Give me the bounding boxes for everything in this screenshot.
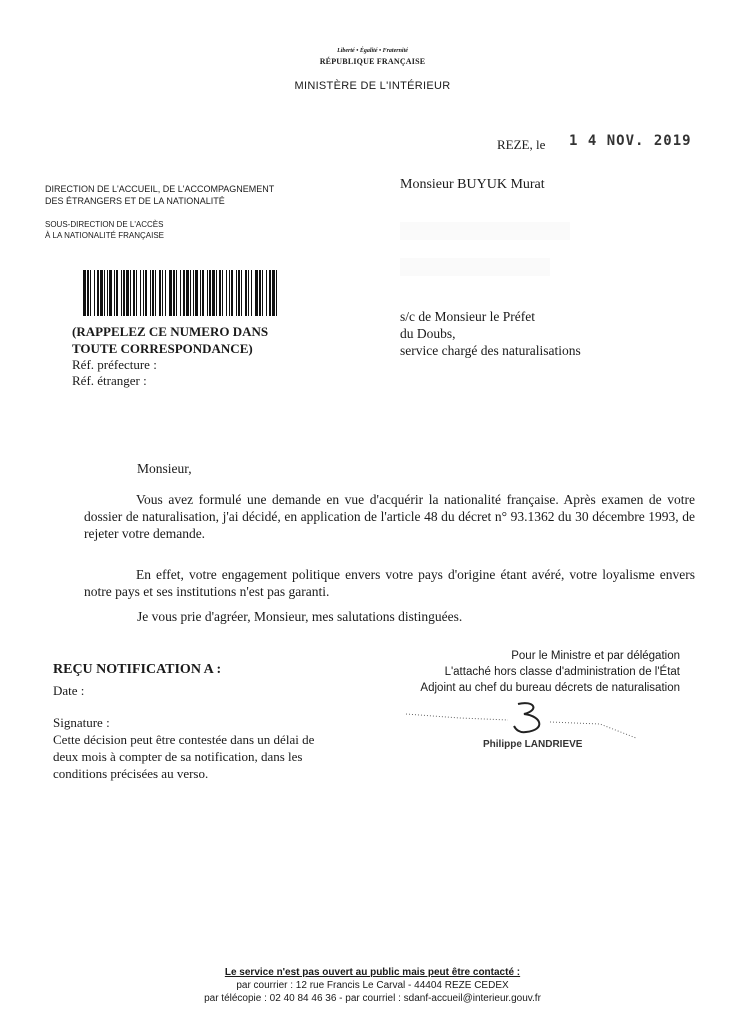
redacted-address xyxy=(400,222,570,240)
reminder-line-2: TOUTE CORRESPONDANCE) xyxy=(72,341,253,356)
signature-line-2: L'attaché hors classe d'administration de l'État xyxy=(444,666,680,678)
reason-text: En effet, votre engagement politique envers votre pays d'origine étant avéré, votre loyalisme envers notre pays et ses institutions n'est pas garanti. xyxy=(84,567,695,599)
subdirection-line-1: SOUS-DIRECTION DE L'ACCÈS xyxy=(45,220,164,229)
appeal-line-2: deux mois à compter de sa notification, dans les xyxy=(53,749,303,764)
barcode xyxy=(83,270,279,316)
prefecture-reference-label: Réf. préfecture : xyxy=(72,357,157,372)
signer-name: Philippe LANDRIEVE xyxy=(483,739,583,750)
salutation: Monsieur, xyxy=(137,461,192,476)
reason-paragraph xyxy=(84,566,695,600)
decision-paragraph xyxy=(84,491,695,542)
signature-line-1: Pour le Ministre et par délégation xyxy=(511,650,680,662)
republic-title: RÉPUBLIQUE FRANÇAISE xyxy=(319,57,426,66)
via-prefect xyxy=(400,308,581,359)
date-place: REZE, le xyxy=(497,137,546,152)
appeal-line-3: conditions précisées au verso. xyxy=(53,766,209,781)
date-stamp: 1 4 NOV. 2019 xyxy=(569,133,692,149)
footer-mail-line: par courrier : 12 rue Francis Le Carval - 44404 REZE CEDEX xyxy=(236,980,509,991)
signature-line-3: Adjoint au chef du bureau décrets de naturalisation xyxy=(420,682,680,694)
closing-formula: Je vous prie d'agréer, Monsieur, mes salutations distinguées. xyxy=(137,609,463,624)
contact-footer xyxy=(0,966,745,1005)
footer-title: Le service n'est pas ouvert au public mais peut être contacté : xyxy=(224,967,521,978)
appeal-notice xyxy=(53,731,314,782)
appeal-line-1: Cette décision peut être contestée dans un délai de xyxy=(53,732,315,747)
decision-text: Vous avez formulé une demande en vue d'acquérir la nationalité française. Après examen de votre dossier de naturalisation, j'ai décidé, en application de l'article 48 du décret n° 93.1362 du 30 décembre 1993, de rejeter votre demande. xyxy=(84,492,695,541)
reminder-line-1: (RAPPELEZ CE NUMERO DANS xyxy=(72,324,269,339)
direction-line-1: DIRECTION DE L'ACCUEIL, DE L'ACCOMPAGNEMENT xyxy=(45,184,275,194)
receipt-signature-label: Signature : xyxy=(53,715,110,730)
via-line-1: s/c de Monsieur le Préfet xyxy=(400,309,535,324)
ministry-title: MINISTÈRE DE L'INTÉRIEUR xyxy=(294,80,451,92)
signature-block xyxy=(380,648,680,696)
foreigner-reference-label: Réf. étranger : xyxy=(72,373,147,388)
redacted-address xyxy=(400,258,550,276)
reference-reminder xyxy=(72,323,268,357)
sender-direction xyxy=(45,183,274,207)
recipient-name: Monsieur BUYUK Murat xyxy=(400,177,545,192)
receipt-title: REÇU NOTIFICATION A : xyxy=(53,662,222,677)
receipt-date-label: Date : xyxy=(53,683,85,698)
sender-subdirection xyxy=(45,219,164,241)
subdirection-line-2: À LA NATIONALITÉ FRANÇAISE xyxy=(45,231,164,240)
via-line-3: service chargé des naturalisations xyxy=(400,343,581,358)
reference-numbers xyxy=(72,357,157,389)
via-line-2: du Doubs, xyxy=(400,326,456,341)
direction-line-2: DES ÉTRANGERS ET DE LA NATIONALITÉ xyxy=(45,196,225,206)
footer-fax-email-line: par télécopie : 02 40 84 46 36 - par courriel : sdanf-accueil@interieur.gouv.fr xyxy=(204,993,541,1004)
republic-motto: Liberté • Égalité • Fraternité xyxy=(337,48,408,54)
